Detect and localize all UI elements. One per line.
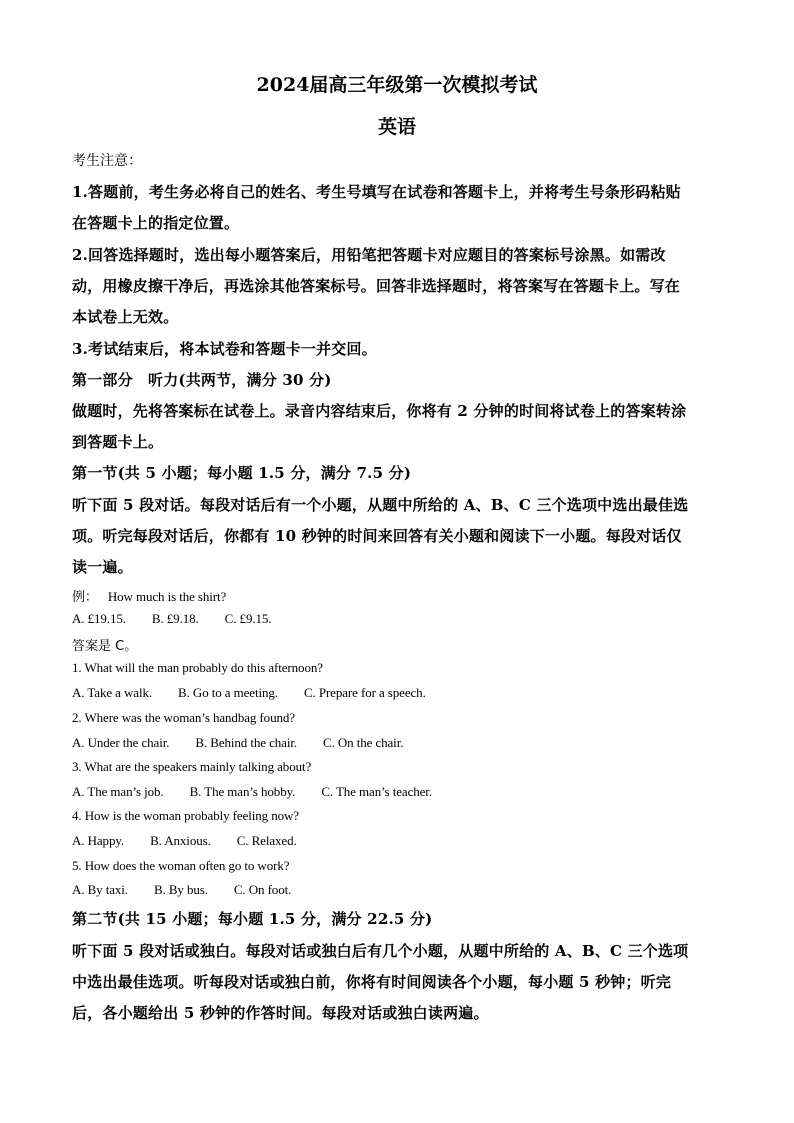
section1-instruction: 听下面 5 段对话。每段对话后有一个小题，从题中所给的 A、B、C 三个选项中选出最佳选 xyxy=(72,496,689,514)
question-2-options xyxy=(72,735,429,751)
exam-title: 2024届高三年级第一次模拟考试 xyxy=(256,74,538,96)
option-c: C. Prepare for a speech. xyxy=(303,685,426,700)
question-5: 5. How does the woman often go to work? xyxy=(72,858,290,873)
section2-instruction: 中选出最佳选项。听每段对话或独白前，你将有时间阅读各个小题，每小题 5 秒钟；听完 xyxy=(72,973,672,991)
section1-instruction: 项。听完每段对话后，你都有 10 秒钟的时间来回答有关小题和阅读下一小题。每段对话仅 xyxy=(72,527,682,545)
example-question-text: How much is the shirt? xyxy=(107,589,227,604)
example-answer: 答案是 C。 xyxy=(72,639,138,654)
notice-line: 1.答题前，考生务必将自己的姓名、考生号填写在试卷和答题卡上，并将考生号条形码粘贴 xyxy=(72,183,681,201)
option-b: B. Behind the chair. xyxy=(195,735,297,750)
section1-heading: 第一节(共 5 小题；每小题 1.5 分，满分 7.5 分) xyxy=(72,464,412,482)
section2-heading: 第二节(共 15 小题；每小题 1.5 分，满分 22.5 分) xyxy=(72,910,433,928)
question-3: 3. What are the speakers mainly talking about? xyxy=(72,759,312,774)
part1-instruction: 到答题卡上。 xyxy=(72,433,164,451)
option-c: C. Relaxed. xyxy=(236,833,297,848)
option-a: A. Under the chair. xyxy=(72,735,170,750)
option-a: A. £19.15. xyxy=(72,611,126,626)
notice-line: 3.考试结束后，将本试卷和答题卡一并交回。 xyxy=(72,340,377,358)
option-b: B. Go to a meeting. xyxy=(178,685,278,700)
section2-instruction: 听下面 5 段对话或独白。每段对话或独白后有几个小题，从题中所给的 A、B、C 三个选项 xyxy=(72,942,689,960)
notice-line: 本试卷上无效。 xyxy=(72,308,179,326)
example-question xyxy=(72,586,226,605)
option-c: C. On the chair. xyxy=(323,735,404,750)
option-a: A. Happy. xyxy=(72,833,125,848)
option-c: C. On foot. xyxy=(233,882,292,897)
question-1: 1. What will the man probably do this afternoon? xyxy=(72,660,323,675)
notice-line: 在答题卡上的指定位置。 xyxy=(72,214,240,232)
question-2: 2. Where was the woman’s handbag found? xyxy=(72,710,295,725)
option-a: A. By taxi. xyxy=(72,882,128,897)
question-4: 4. How is the woman probably feeling now? xyxy=(72,808,299,823)
exam-subject: 英语 xyxy=(377,116,416,138)
question-5-options xyxy=(72,882,317,898)
section2-instruction: 后，各小题给出 5 秒钟的作答时间。每段对话或独白读两遍。 xyxy=(72,1004,489,1022)
question-3-options xyxy=(72,784,458,800)
option-b: B. By bus. xyxy=(153,882,208,897)
option-c: C. The man’s teacher. xyxy=(321,784,432,799)
option-c: C. £9.15. xyxy=(224,611,272,626)
notice-heading: 考生注意： xyxy=(72,153,142,169)
section1-instruction: 读一遍。 xyxy=(72,558,133,576)
question-1-options xyxy=(72,685,452,701)
option-a: A. Take a walk. xyxy=(72,685,153,700)
example-options xyxy=(72,611,297,627)
part1-instruction: 做题时，先将答案标在试卷上。录音内容结束后，你将有 2 分钟的时间将试卷上的答案转涂 xyxy=(72,402,687,420)
example-label: 例： xyxy=(72,590,98,605)
option-b: B. Anxious. xyxy=(150,833,211,848)
option-b: B. £9.18. xyxy=(151,611,199,626)
question-4-options xyxy=(72,833,323,849)
option-b: B. The man’s hobby. xyxy=(189,784,296,799)
notice-line: 动，用橡皮擦干净后，再选涂其他答案标号。回答非选择题时，将答案写在答题卡上。写在 xyxy=(72,277,681,295)
part1-heading: 第一部分 听力(共两节，满分 30 分) xyxy=(72,371,332,389)
notice-line: 2.回答选择题时，选出每小题答案后，用铅笔把答题卡对应题目的答案标号涂黑。如需改 xyxy=(72,246,666,264)
option-a: A. The man’s job. xyxy=(72,784,164,799)
